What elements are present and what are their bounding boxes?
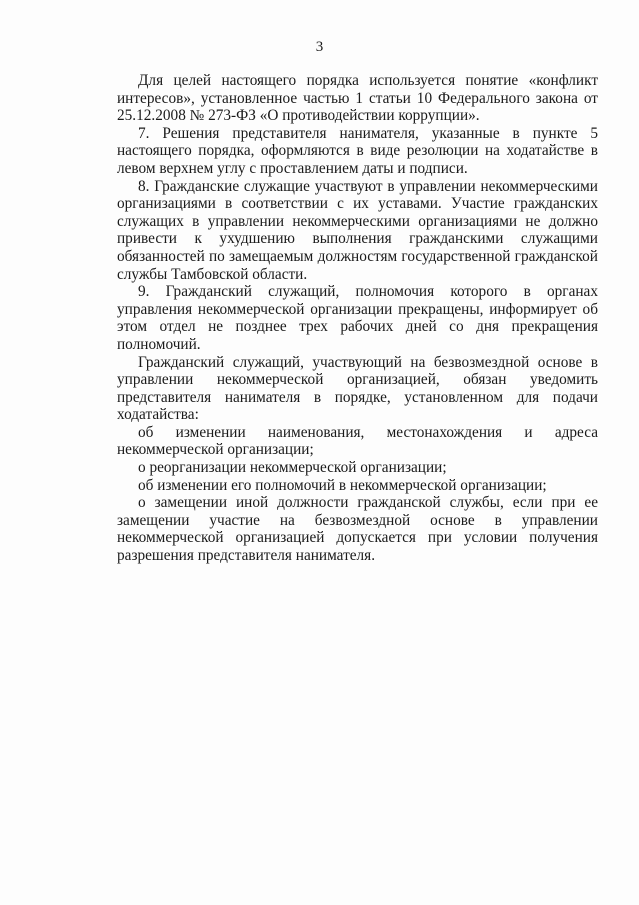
paragraph-item-8: 8. Гражданские служащие участвуют в управлении некоммерческими организациями в соответствии с их уставами. Участие гражданских служащих в управлении некоммерческими организациями не должно привести к ухудшению выполнения гражданскими служащими обязанностей по замещаемым должностям государственной гражданской службы Тамбовской области.	[117, 177, 598, 283]
list-item-reorganization: о реорганизации некоммерческой организации;	[138, 459, 447, 477]
list-item-name-change: об изменении наименования, местонахождения и адреса некоммерческой организации;	[117, 423, 598, 459]
paragraph-notification-duty: Гражданский служащий, участвующий на безвозмездной основе в управлении некоммерческой организацией, обязан уведомить представителя нанимателя в порядке, установленном для подачи ходатайства:	[117, 353, 598, 424]
page-number: 3	[315, 39, 324, 55]
list-item-other-position: о замещении иной должности гражданской службы, если при ее замещении участие на безвозмездной основе в управлении некоммерческой организацией допускается при условии получения разрешения представителя нанимателя.	[117, 494, 598, 565]
paragraph-item-9: 9. Гражданский служащий, полномочия которого в органах управления некоммерческой организации прекращены, информирует об этом отдел не позднее трех рабочих дней со дня прекращения полномочий.	[117, 283, 598, 353]
list-item-powers-change: об изменении его полномочий в некоммерческой организации;	[138, 476, 547, 494]
paragraph-item-7: 7. Решения представителя нанимателя, указанные в пункте 5 настоящего порядка, оформляются в виде резолюции на ходатайстве в левом верхнем углу с проставлением даты и подписи.	[117, 124, 598, 177]
document-body	[117, 72, 598, 565]
paragraph-conflict-of-interest: Для целей настоящего порядка используется понятие «конфликт интересов», установленное частью 1 статьи 10 Федерального закона от 25.12.2008 № 273-ФЗ «О противодействии коррупции».	[117, 72, 598, 125]
